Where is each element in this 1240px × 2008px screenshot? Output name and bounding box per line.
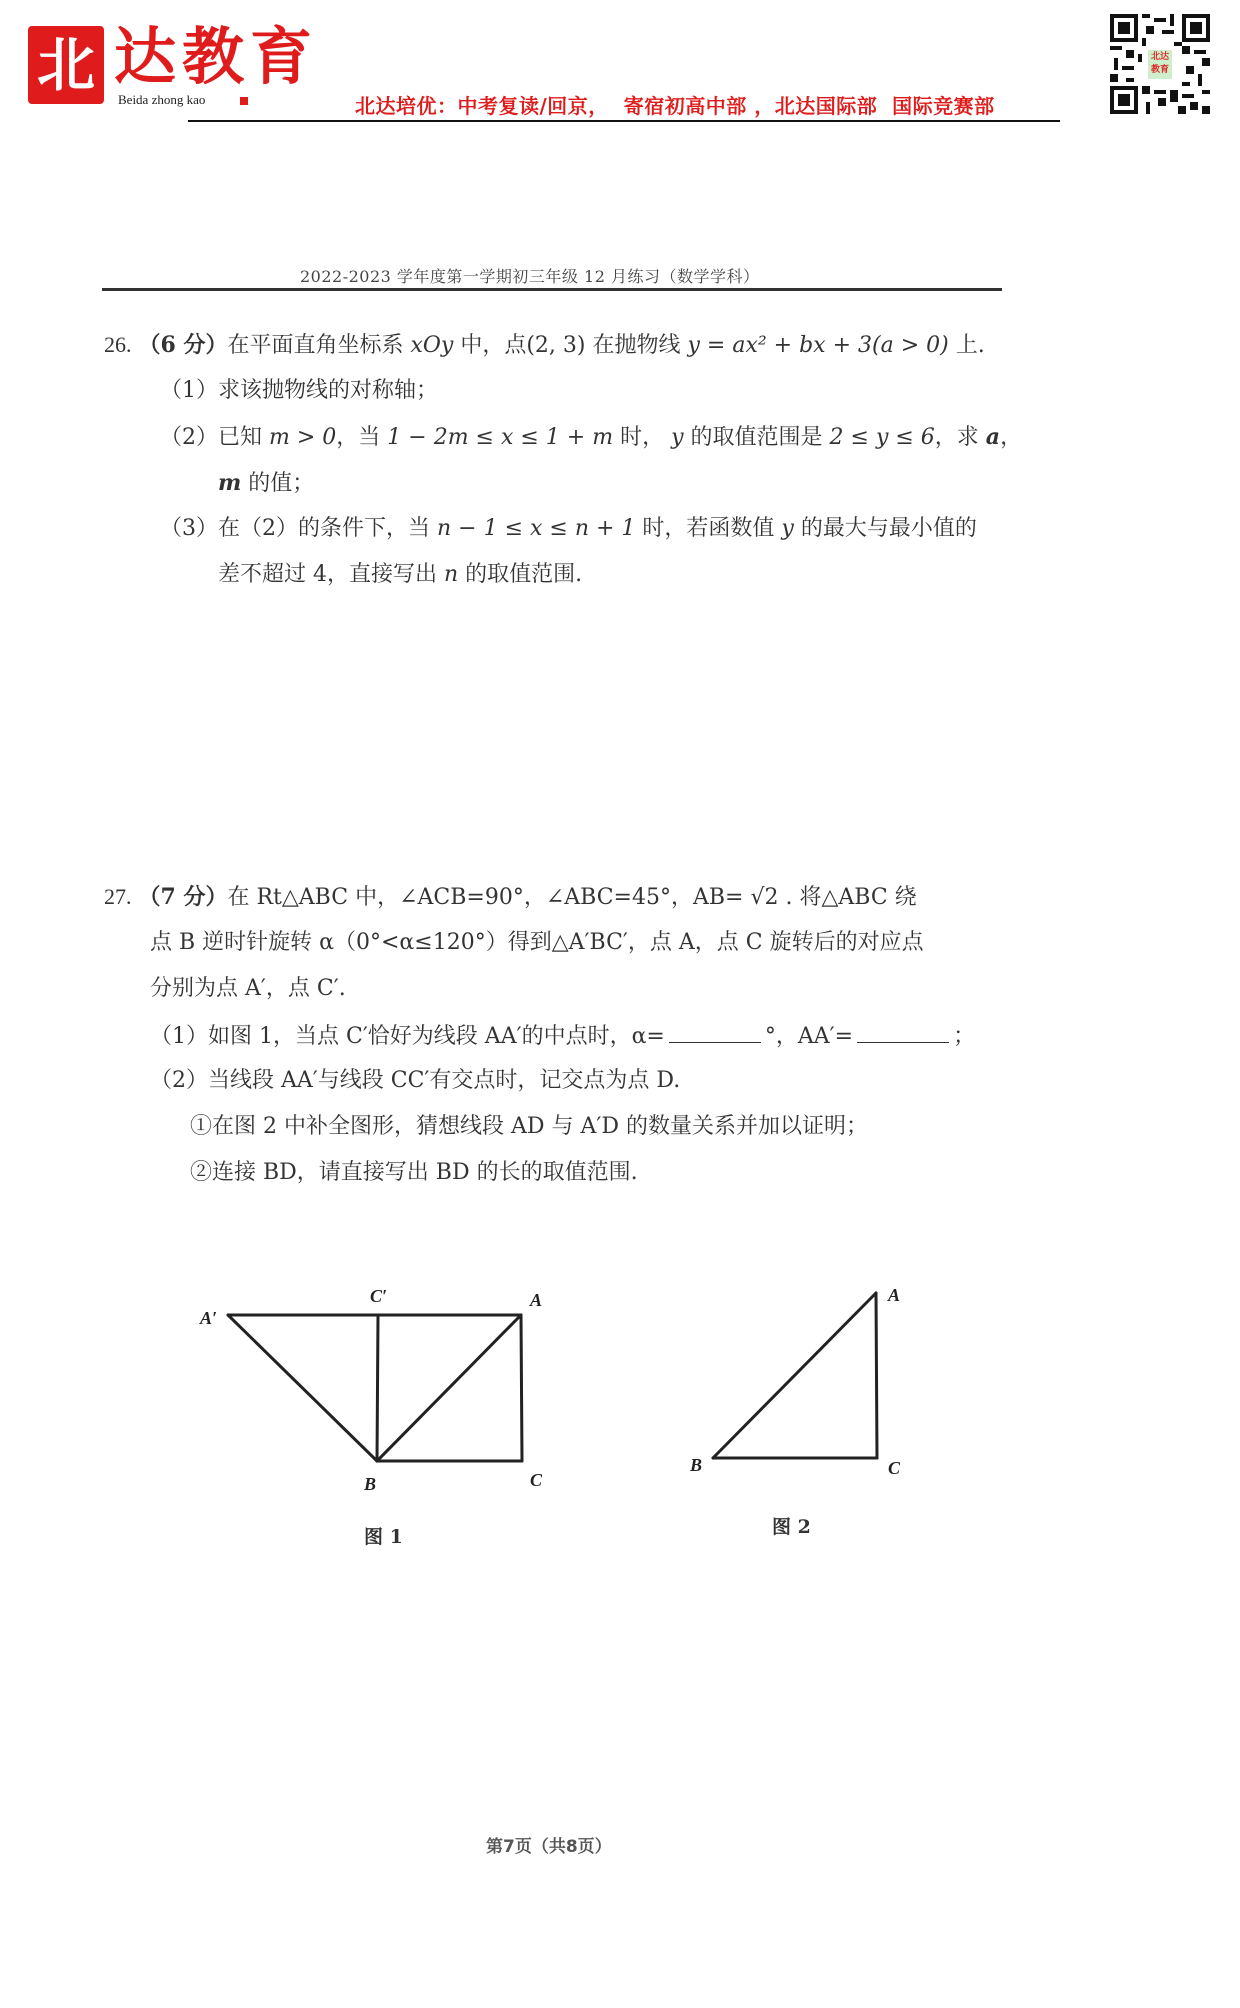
q26-part2-m-var: m	[218, 470, 242, 496]
q27-number: 27.	[104, 884, 132, 909]
fig2-segment-a-c	[876, 1293, 877, 1458]
fig2-label-b: B	[690, 1455, 703, 1475]
q27-part1-text: （1）如图 1，当点 C′恰好为线段 AA′的中点时，α=	[150, 1024, 665, 1049]
exam-title: 2022-2023 学年度第一学期初三年级 12 月练习（数学学科）	[300, 267, 760, 286]
q26-part1: （1）求该抛物线的对称轴；	[160, 378, 438, 403]
q26-part3-text-2: 时，若函数值	[635, 516, 782, 541]
q26-stem-text-3: 上.	[948, 333, 985, 358]
q27-part2-sub2: ②连接 BD，请直接写出 BD 的长的取值范围.	[190, 1160, 638, 1185]
q26-part2-text-4: 的取值范围是	[683, 425, 830, 450]
fig1-label-c-prime: C′	[370, 1286, 388, 1306]
fig1-segment-aprime-b	[228, 1315, 377, 1461]
q26-stem-text-2: 中，点(2, 3) 在抛物线	[453, 333, 688, 358]
fig1-label-a-prime: A′	[200, 1308, 218, 1328]
fig1-segment-a-c	[521, 1315, 522, 1461]
logo-text: 达教育	[114, 20, 319, 93]
q26-number: 26.	[104, 332, 132, 357]
q26-part3-text: （3）在（2）的条件下，当	[160, 516, 437, 541]
q26-part3-text-3: 的最大与最小值的	[793, 516, 977, 541]
q26-part3-line2-text: 差不超过 4，直接写出	[218, 562, 444, 587]
q26-part2-a-var: a	[985, 424, 1001, 450]
q27-part2: （2）当线段 AA′与线段 CC′有交点时，记交点为点 D.	[150, 1068, 681, 1093]
q26-part2-text-5: ，求	[934, 425, 986, 450]
fig2-label-a: A	[888, 1285, 901, 1305]
q26-part2-y-var: y	[671, 425, 684, 450]
q26-part3-y-var: y	[781, 516, 794, 541]
qr-center-label: 北达教育	[1148, 50, 1172, 79]
q27-score: （7 分）	[138, 884, 228, 910]
q26-part3-line2-text-2: 的取值范围.	[458, 562, 583, 587]
fig2-segment-b-a	[713, 1293, 876, 1458]
q26-part3-x-range: n − 1 ≤ x ≤ n + 1	[437, 516, 636, 541]
banner-slogan: 北达培优：中考复读/回京， 寄宿初高中部 ，北达国际部 国际竞赛部	[355, 94, 995, 118]
q27-stem-line3: 分别为点 A′，点 C′.	[150, 976, 346, 1001]
q27-part2-sub1: ①在图 2 中补全图形，猜想线段 AD 与 A′D 的数量关系并加以证明；	[190, 1114, 869, 1139]
fig1-segment-cprime-b	[377, 1315, 378, 1461]
q26-part2-x-range: 1 − 2m ≤ x ≤ 1 + m	[387, 425, 614, 450]
q26-part2-text: （2）已知	[160, 425, 269, 450]
page-number: 第7页（共8页）	[486, 1837, 612, 1857]
fig1-label-a: A	[530, 1290, 543, 1310]
q26-part2-text-2: ，当	[336, 425, 388, 450]
q27-stem-text: 在 Rt△ABC 中，∠ACB=90°，∠ABC=45°，AB= √2 . 将△ABC 绕	[227, 885, 917, 910]
fig2-caption: 图 2	[772, 1516, 811, 1538]
q27-stem-line2: 点 B 逆时针旋转 α（0°<α≤120°）得到△A′BC′，点 A，点 C 旋转后的对应点	[150, 930, 924, 955]
fig2-label-c: C	[888, 1458, 901, 1478]
fig1-label-c: C	[530, 1470, 543, 1490]
q26-part2-text-6: ，	[1000, 425, 1023, 450]
logo-mark: 北	[28, 26, 104, 104]
fig1-segment-b-a	[377, 1315, 521, 1461]
q26-part2-y-range: 2 ≤ y ≤ 6	[829, 425, 935, 450]
fig1-label-b: B	[364, 1474, 377, 1494]
q26-stem-text: 在平面直角坐标系	[227, 333, 411, 358]
q26-part2-text-3: 时，	[613, 425, 672, 450]
figure2	[713, 1293, 877, 1458]
q26-parabola-equation: y = ax² + bx + 3(a > 0)	[687, 333, 949, 358]
fig1-caption: 图 1	[364, 1526, 403, 1548]
logo-subtitle: Beida zhong kao	[118, 92, 206, 107]
q26-part2-line2-text: 的值；	[241, 471, 315, 496]
q27-part1-text-3: ；	[953, 1024, 976, 1049]
figure1	[228, 1315, 522, 1461]
q26-part2-m-condition: m > 0	[269, 425, 337, 450]
q26-part3-n-var: n	[443, 562, 459, 587]
q26-coordinate-system: xOy	[410, 333, 454, 358]
q26-score: （6 分）	[138, 332, 228, 358]
q27-part1-text-2: °，AA′=	[764, 1024, 854, 1049]
